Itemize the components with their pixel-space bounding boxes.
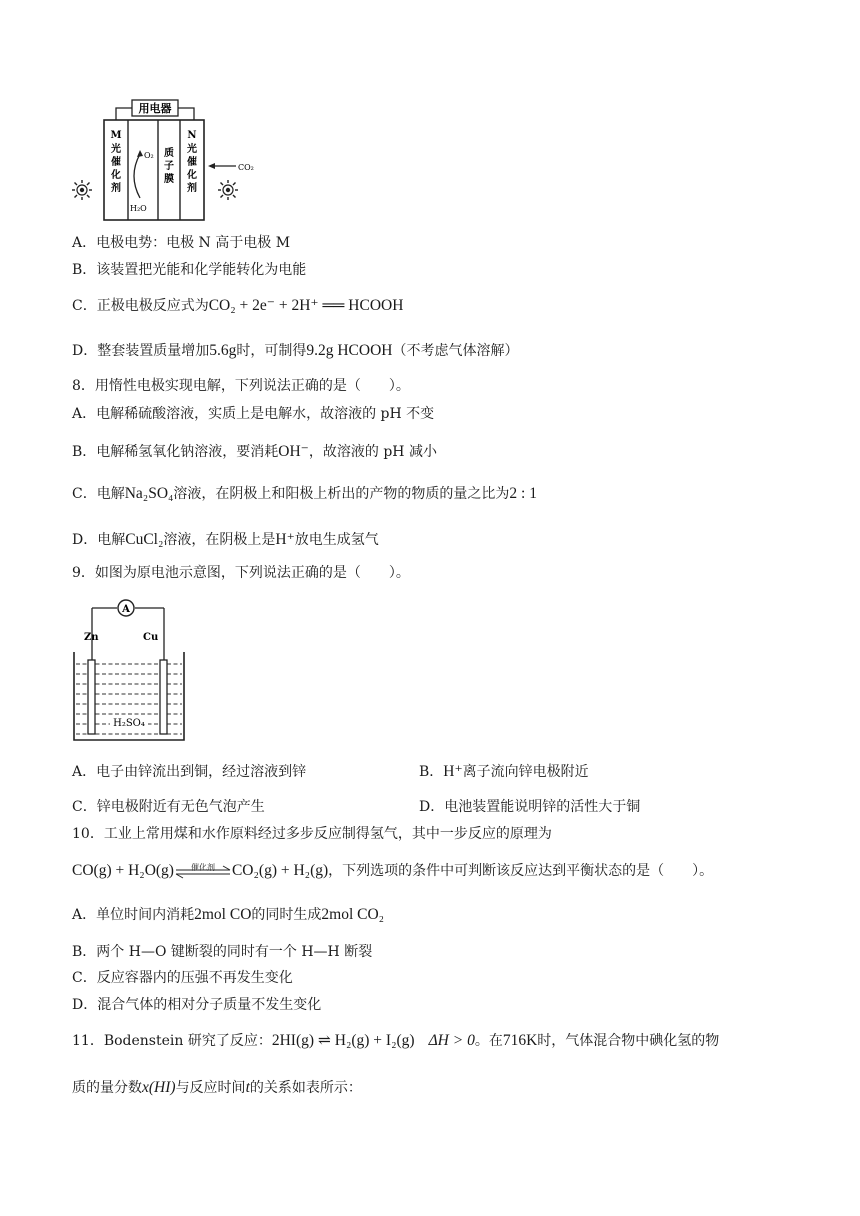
proton-membrane-label xyxy=(164,146,174,185)
q8-option-d: D．电解CuCl₂溶液，在阴极上是H⁺放电生成氢气 xyxy=(72,531,379,548)
cu-label: Cu xyxy=(143,632,159,643)
q7-option-b: B．该装置把光能和化学能转化为电能 xyxy=(72,262,307,278)
photocatalytic-cell-diagram xyxy=(68,98,278,224)
svg-text:催: 催 xyxy=(111,157,121,168)
electrode-n-label xyxy=(186,130,197,194)
q10-equation-line: CO(g) + H₂O(g) 催化剂 CO₂(g) + H₂(g)，下列选项的条件中可判断该反应达到平衡状态的是（ ）。 xyxy=(72,862,714,879)
zn-label: Zn xyxy=(84,632,99,643)
svg-text:剂: 剂 xyxy=(187,183,197,194)
copper-electrode xyxy=(160,660,167,734)
svg-text:子: 子 xyxy=(164,161,174,172)
svg-text:剂: 剂 xyxy=(111,183,121,194)
q7-option-a: A．电极电势：电极 N 高于电极 M xyxy=(72,235,291,251)
load-label: 用电器 xyxy=(138,102,172,115)
electrode-m-label xyxy=(110,130,122,194)
reaction-arrow-icon xyxy=(134,154,140,198)
q8-option-b: B．电解稀氢氧化钠溶液，要消耗OH⁻，故溶液的 pH 减小 xyxy=(72,443,437,460)
zinc-electrode xyxy=(88,660,95,734)
q8-option-c: C．电解Na₂SO₄溶液，在阴极上和阳极上析出的产物的物质的量之比为2 : 1 xyxy=(72,485,537,502)
equilibrium-arrow-icon: 催化剂 xyxy=(174,860,232,880)
q10-option-c: C．反应容器内的压强不再发生变化 xyxy=(72,970,293,986)
q11-stem-line1: 11．Bodenstein 研究了反应：2HI(g) ⇌ H₂(g) + I₂(g) ΔH > 0。在716K时，气体混合物中碘化氢的物 xyxy=(72,1032,720,1049)
q10-option-b: B．两个 H—O 键断裂的同时有一个 H—H 断裂 xyxy=(72,944,373,960)
sun-icon-right xyxy=(218,180,238,200)
q9-option-d: D．电池装置能说明锌的活性大于铜 xyxy=(419,799,641,815)
co2-label: CO₂ xyxy=(238,163,254,172)
q10-option-d: D．混合气体的相对分子质量不发生变化 xyxy=(72,997,322,1013)
q10-option-a: A．单位时间内消耗2mol CO的同时生成2mol CO₂ xyxy=(72,906,385,923)
svg-text:M: M xyxy=(110,130,122,141)
q7-option-c: C．正极电极反应式为CO₂ + 2e⁻ + 2H⁺ ══ HCOOH xyxy=(72,297,404,314)
q10-stem: 10．工业上常用煤和水作原料经过多步反应制得氢气，其中一步反应的原理为 xyxy=(72,826,552,842)
q7-c-equation: CO₂ + 2e⁻ + 2H⁺ ══ HCOOH xyxy=(208,297,404,314)
svg-text:催: 催 xyxy=(187,157,197,168)
q9-option-c: C．锌电极附近有无色气泡产生 xyxy=(72,799,265,815)
galvanic-cell-diagram xyxy=(70,594,192,744)
o2-label: O₂ xyxy=(144,151,154,160)
h2o-label: H₂O xyxy=(130,204,147,213)
svg-text:光: 光 xyxy=(111,144,121,155)
q9-option-a: A．电子由锌流出到铜，经过溶液到锌 xyxy=(72,764,307,780)
svg-text:光: 光 xyxy=(187,144,197,155)
acid-label: H₂SO₄ xyxy=(113,718,145,729)
sun-icon-left xyxy=(72,180,92,200)
q8-option-a: A．电解稀硫酸溶液，实质上是电解水，故溶液的 pH 不变 xyxy=(72,406,435,422)
q8-stem: 8．用惰性电极实现电解，下列说法正确的是（ ）。 xyxy=(72,378,410,394)
q7-option-d: D．整套装置质量增加5.6g时，可制得9.2g HCOOH（不考虑气体溶解） xyxy=(72,342,519,359)
ammeter-label: A xyxy=(122,604,130,615)
q9-option-b: B．H⁺离子流向锌电极附近 xyxy=(419,763,589,780)
svg-text:N: N xyxy=(187,130,197,141)
svg-text:化: 化 xyxy=(187,170,197,181)
q11-stem-line2: 质的量分数x(HI)与反应时间t的关系如表所示： xyxy=(72,1079,362,1096)
svg-text:化: 化 xyxy=(111,170,121,181)
svg-text:质: 质 xyxy=(164,148,174,159)
q9-stem: 9．如图为原电池示意图，下列说法正确的是（ ）。 xyxy=(72,565,410,581)
svg-text:膜: 膜 xyxy=(164,174,174,185)
